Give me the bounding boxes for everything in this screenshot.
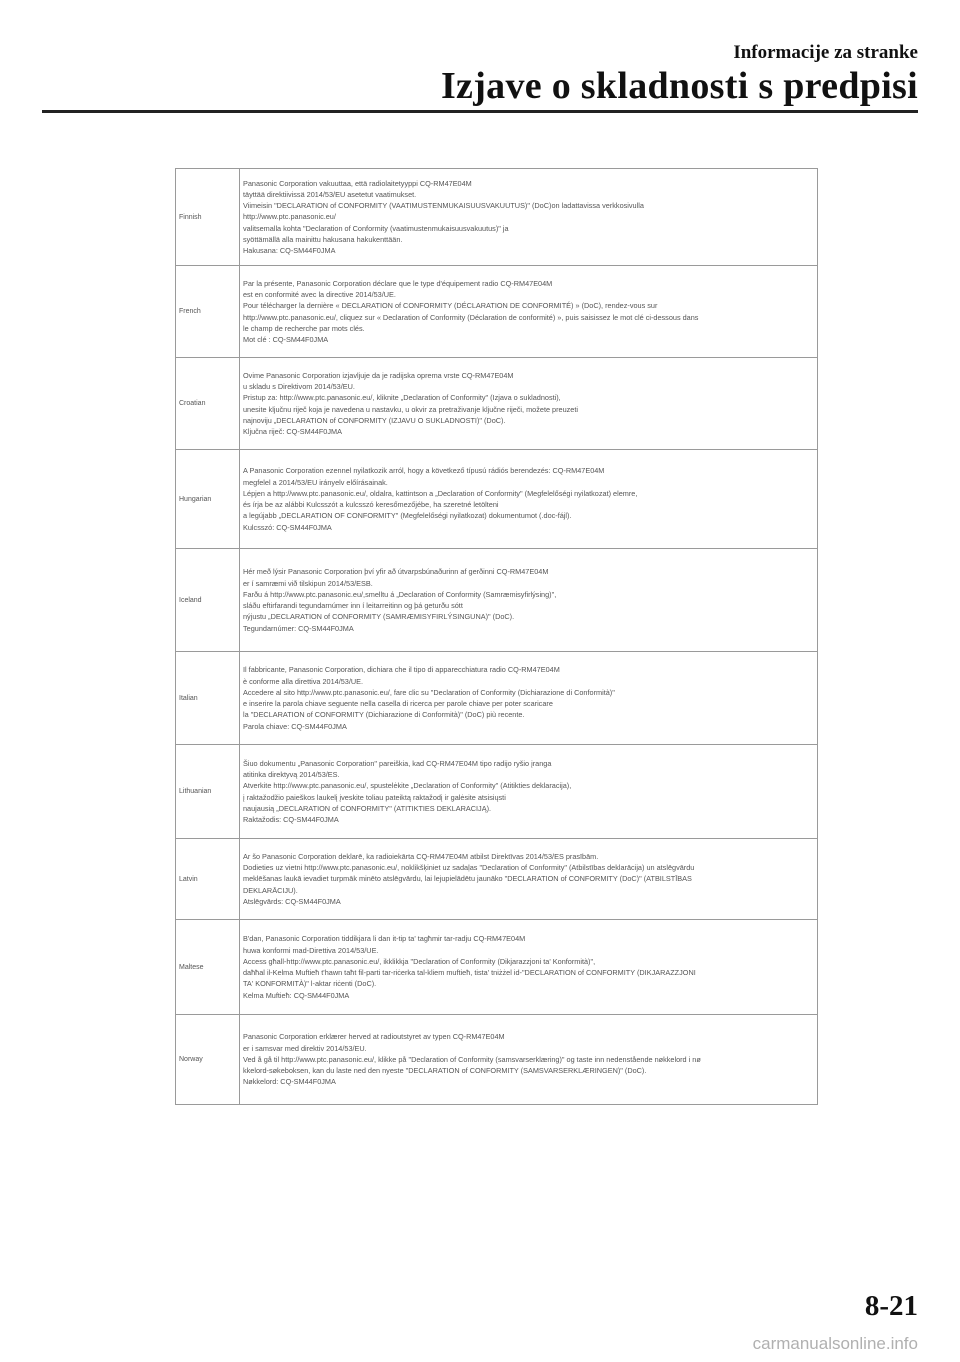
declaration-line: daħħal il-Kelma Muftieħ t'hawn taħt fil-parti tar-riċerka tal-kliem muftieħ, tista' tniżżel id-"DECLARATION of CONFORMITY (DIKJARAZZJONI [243,968,696,977]
declaration-line: Pristup za: http://www.ptc.panasonic.eu/, kliknite „Declaration of Conformity" (Izjava o sukladnosti), [243,393,561,403]
declaration-text [240,450,818,549]
declaration-line: Viimeisin "DECLARATION of CONFORMITY (VAATIMUSTENMUKAISUUSVAKUUTUS)" (DoC)on ladattavissa verkkosivulla [243,201,644,211]
declaration-line: és írja be az alábbi Kulcsszót a kulcsszó keresőmezőjébe, ha szeretné letölteni [243,500,499,509]
language-label: Iceland [176,549,240,652]
declaration-line: Parola chiave: CQ-SM44F0JMA [243,721,347,731]
declaration-line: Mot clé : CQ-SM44F0JMA [243,335,329,344]
declaration-row [176,1015,818,1105]
declaration-row [176,839,818,920]
declaration-row [176,549,818,652]
declaration-line: Tegundarnúmer: CQ-SM44F0JMA [243,623,354,633]
declaration-line: sláðu eftirfarandi tegundarnúmer inn í leitarreitinn og þá geturðu sótt [243,601,463,610]
declaration-line: Pour télécharger la dernière « DECLARATION of CONFORMITY (DÉCLARATION DE CONFORMITÉ) » (DoC), rendez-vous sur [243,301,658,311]
declaration-line: DEKLARĀCIJU). [243,885,298,895]
declaration-line: est en conformité avec la directive 2014/53/UE. [243,290,396,299]
declaration-text [240,745,818,839]
declaration-line: valitsemalla kohta "Declaration of Conformity (vaatimustenmukaisuusvakuutus)" ja [243,223,509,233]
declaration-line: syöttämällä alla mainittu hakusana hakukenttään. [243,234,403,244]
page-number: 8-21 [864,1290,918,1322]
declaration-line: meklēšanas laukā ievadiet turpmāk minēto atslēgvārdu, lai lejupielādētu jaunāko "DECLARATION of CONFORMITY (DoC)" (ATBILSTĪBAS [243,874,692,884]
declaration-text [240,549,818,652]
declaration-line: TA' KONFORMITÀ)" l-aktar riċenti (DoC). [243,979,377,989]
page-title: Izjave o skladnosti s predpisi [440,65,918,107]
declaration-line: Il fabbricante, Panasonic Corporation, dichiara che il tipo di apparecchiatura radio CQ-RM47E04M [243,665,560,675]
declaration-text [240,358,818,450]
declaration-line: Raktažodis: CQ-SM44F0JMA [243,815,339,824]
declaration-line: Panasonic Corporation erklærer herved at radioutstyret av typen CQ-RM47E04M [243,1032,505,1042]
declaration-line: Access għall-http://www.ptc.panasonic.eu/, ikklikkja "Declaration of Conformity (Dikjarazzjoni ta' Konformità)", [243,956,596,966]
language-label: Croatian [176,358,240,450]
declaration-line: Šiuo dokumentu „Panasonic Corporation" pareiškia, kad CQ-RM47E04M tipo radijo ryšio įranga [243,758,552,768]
declaration-line: a legújabb „DECLARATION OF CONFORMITY" (Megfelelőségi nyilatkozat) dokumentumot (.doc-fájl). [243,511,572,521]
declaration-row [176,266,818,358]
declaration-line: Kelma Muftieħ: CQ-SM44F0JMA [243,990,350,1000]
declaration-line: atitinka direktyvą 2014/53/ES. [243,770,340,779]
header-divider [42,110,918,113]
language-label: Maltese [176,920,240,1015]
declaration-line: Ved å gå til http://www.ptc.panasonic.eu/, klikke på "Declaration of Conformity (samsvarserklæring)" og taste inn nedenstående nøkkelord i nø [243,1054,701,1064]
declaration-row [176,450,818,549]
language-label: Hungarian [176,450,240,549]
declaration-line: naujausią „DECLARATION of CONFORMITY" (ATITIKTIES DEKLARACIJĄ). [243,803,492,813]
declaration-table-body [176,169,818,1105]
declaration-line: Accedere al sito http://www.ptc.panasonic.eu/, fare clic su "Declaration of Conformity (Dichiarazione di Conformità)" [243,687,615,697]
declaration-line: Farðu á http://www.ptc.panasonic.eu/,smelltu á „Declaration of Conformity (Samræmisyfirlýsing)", [243,589,557,599]
declaration-line: er i samsvar med direktiv 2014/53/EU. [243,1043,367,1053]
language-label: Latvin [176,839,240,920]
declaration-line: B'dan, Panasonic Corporation tiddikjara li dan it-tip ta' tagħmir tar-radju CQ-RM47E04M [243,934,526,944]
declaration-text [240,266,818,358]
declaration-line: Dodieties uz vietni http://www.ptc.panasonic.eu/, noklikšķiniet uz sadaļas "Declaration of Conformity" (Atbilstības deklarācija) un atslēgvārdu [243,863,695,873]
declaration-row [176,652,818,745]
language-label: Finnish [176,169,240,266]
declaration-text [240,169,818,266]
declaration-line: è conforme alla direttiva 2014/53/UE. [243,676,364,686]
declaration-line: Panasonic Corporation vakuuttaa, että radiolaitetyyppi CQ-RM47E04M [243,178,472,188]
declaration-line: http://www.ptc.panasonic.eu/ [243,212,336,222]
declaration-row [176,745,818,839]
declaration-line: kkelord-søkeboksen, kan du laste ned den nyeste "DECLARATION of CONFORMITY (SAMSVARSERKLÆRINGEN)" (DoC). [243,1066,647,1076]
language-label: Italian [176,652,240,745]
declaration-text [240,1015,818,1105]
declaration-line: la "DECLARATION of CONFORMITY (Dichiarazione di Conformità)" (DoC) più recente. [243,710,525,720]
declaration-line: Hér með lýsir Panasonic Corporation því yfir að útvarpsbúnaðurinn af gerðinni CQ-RM47E04M [243,567,549,577]
declaration-line: täyttää direktiivissä 2014/53/EU asetetut vaatimukset. [243,189,417,199]
declaration-row [176,358,818,450]
declaration-line: Nøkkelord: CQ-SM44F0JMA [243,1077,336,1087]
section-title: Informacije za stranke [733,42,918,63]
declaration-line: A Panasonic Corporation ezennel nyilatkozik arról, hogy a következő típusú rádiós berendezés: CQ-RM47E04M [243,466,605,476]
declaration-line: Par la présente, Panasonic Corporation déclare que le type d'équipement radio CQ-RM47E04M [243,278,553,288]
declaration-line: Kulcsszó: CQ-SM44F0JMA [243,522,332,532]
declaration-line: e inserire la parola chiave seguente nella casella di ricerca per parole chiave per poter scaricare [243,699,553,708]
declaration-line: Atslēgvārds: CQ-SM44F0JMA [243,896,341,906]
declaration-line: megfelel a 2014/53/EU irányelv előírásainak. [243,477,388,487]
declaration-text [240,652,818,745]
declaration-line: Ključna riječ: CQ-SM44F0JMA [243,427,342,436]
declaration-row [176,169,818,266]
language-label: Norway [176,1015,240,1105]
watermark: carmanualsonline.info [752,1334,918,1353]
declaration-line: huwa konformi mad-Direttiva 2014/53/UE. [243,945,379,955]
declaration-table [175,168,818,1105]
declaration-line: Ovime Panasonic Corporation izjavljuje da je radijska oprema vrste CQ-RM47E04M [243,370,514,380]
declaration-line: le champ de recherche par mots clés. [243,323,365,333]
declaration-line: Lépjen a http://www.ptc.panasonic.eu/, oldalra, kattintson a „Declaration of Conformity" (Megfelelőségi nyilatkozat) elemre, [243,488,638,498]
declaration-line: Ar šo Panasonic Corporation deklarē, ka radioiekārta CQ-RM47E04M atbilst Direktīvas 2014/53/ES prasībām. [243,851,599,861]
declaration-line: najnoviju „DECLARATION of CONFORMITY (IZJAVU O SUKLADNOSTI)" (DoC). [243,415,506,425]
language-label: French [176,266,240,358]
declaration-line: u skladu s Direktivom 2014/53/EU. [243,382,355,391]
declaration-line: Hakusana: CQ-SM44F0JMA [243,246,336,256]
declaration-line: nýjustu „DECLARATION of CONFORMITY (SAMRÆMISYFIRLÝSINGUNA)" (DoC). [243,612,515,622]
declaration-line: http://www.ptc.panasonic.eu/, cliquez sur « Declaration of Conformity (Déclaration de conformité) », puis saisissez le mot clé ci-dessous dans [243,312,699,322]
declaration-text [240,839,818,920]
declaration-line: unesite ključnu riječ koja je navedena u nastavku, u okvir za pretraživanje ključne riječi, možete preuzeti [243,404,579,414]
declaration-line: Atverkite http://www.ptc.panasonic.eu/, spustelėkite „Declaration of Conformity" (Atitikties deklaracija), [243,781,572,791]
declaration-line: į raktažodžio paieškos laukelį įveskite toliau pateiktą raktažodį ir galėsite atsisiųsti [243,792,506,802]
language-label: Lithuanian [176,745,240,839]
declaration-line: er í samræmi við tilskipun 2014/53/ESB. [243,578,373,588]
declaration-text [240,920,818,1015]
declaration-row [176,920,818,1015]
